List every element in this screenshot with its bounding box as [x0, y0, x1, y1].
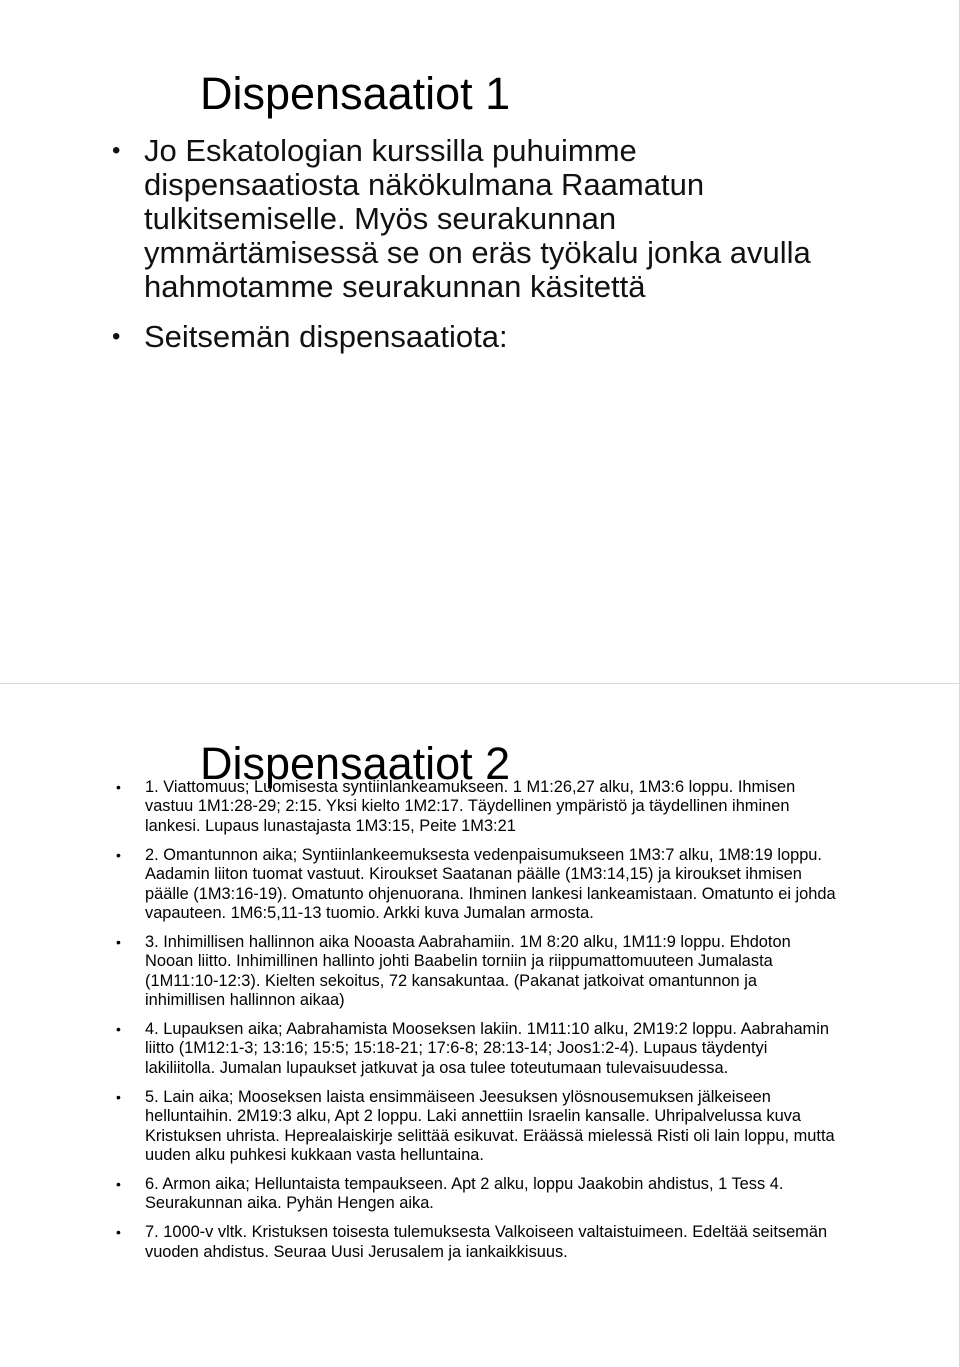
bullet-item: [112, 320, 832, 354]
bullet-icon: •: [116, 1020, 121, 1037]
bullet-item: [116, 933, 836, 1011]
bullet-item: [116, 778, 836, 836]
bullet-text: 4. Lupauksen aika; Aabrahamista Mooseksen lakiin. 1M11:10 alku, 2M19:2 loppu. Aabrahamin liitto (1M12:1-3; 13:16; 15:5; 15:18-21; 17:6-8; 28:13-14; Joos1:2-4). Lupaus täydentyi lakiliitolla. Jumalan lupaukset jatkuvat ja osa tulee toteutumaan tulevaisuudessa.: [145, 1019, 829, 1077]
bullet-icon: •: [116, 846, 121, 863]
bullet-icon: •: [116, 1224, 121, 1241]
bullet-text: 2. Omantunnon aika; Syntiinlankeemuksesta vedenpaisumukseen 1M3:7 alku, 1M8:19 loppu. Aadamin liiton tuomat vastuut. Kiroukset Saatanan päälle (1M3:14,15) ja kiroukset ihmisen päälle (1M3:16-19). Omatunto ohjenuorana. Ihminen lankesi lankeamistaan. Omatunto ei johda vapauteen. 1M6:5,11-13 tuomio. Arkki kuva Jumalan armosta.: [145, 845, 836, 922]
bullet-item: [116, 1088, 836, 1166]
bullet-icon: •: [116, 933, 121, 950]
bullet-item: [116, 1020, 836, 1078]
slide-1-bullet-list: [112, 134, 832, 370]
bullet-text: 6. Armon aika; Helluntaista tempaukseen. Apt 2 alku, loppu Jaakobin ahdistus, 1 Tess 4. Seurakunnan aika. Pyhän Hengen aika.: [145, 1174, 784, 1213]
bullet-item: [112, 134, 832, 304]
bullet-text: 1. Viattomuus; Luomisesta syntiinlankeamukseen. 1 M1:26,27 alku, 1M3:6 loppu. Ihmisen vastuu 1M1:28-29; 2:15. Yksi kielto 1M2:17. Täydellinen ympäristö ja täydellinen ihminen lankesi. Lupaus lunastajasta 1M3:15, Peite 1M3:21: [145, 778, 796, 835]
bullet-text: 3. Inhimillisen hallinnon aika Nooasta Aabrahamiin. 1M 8:20 alku, 1M11:9 loppu. Ehdoton Nooan liitto. Inhimillinen hallinto johti Baabelin torniin ja riippumattomuuteen Jumalasta (1M11:10-12:3). Kielten sekoitus, 72 kansakuntaa. (Pakanat jatkoivat omantunnon ja inhimillisen hallinnon aikaa): [145, 932, 791, 1010]
bullet-icon: •: [112, 323, 121, 350]
bullet-text: 5. Lain aika; Mooseksen laista ensimmäiseen Jeesuksen ylösnousemuksen jälkeiseen helluntaihin. 2M19:3 alku, Apt 2 loppu. Laki annettiin Israelin kansalle. Uhripalvelussa kuva Kristuksen uhrista. Heprealaiskirje selittää esikuvat. Eräässä mielessä Risti oli lain loppu, mutta uuden alku puhkesi kukkaan vasta helluntaina.: [145, 1087, 835, 1164]
bullet-text: 7. 1000-v vltk. Kristuksen toisesta tulemuksesta Valkoiseen valtaistuimeen. Edeltää seitsemän vuoden ahdistus. Seuraa Uusi Jerusalem ja iankaikkisuus.: [145, 1223, 828, 1261]
bullet-icon: •: [116, 779, 121, 795]
bullet-icon: •: [116, 1088, 121, 1105]
bullet-icon: •: [116, 1175, 121, 1192]
slide-2-bullet-list: [116, 778, 836, 1271]
bullet-item: [116, 846, 836, 924]
slide-1-title: Dispensaatiot 1: [200, 68, 511, 119]
bullet-icon: •: [112, 137, 121, 164]
bullet-item: [116, 1175, 836, 1214]
slide-2-title: Dispensaatiot 2: [200, 738, 511, 789]
slide-2: [0, 684, 960, 1367]
bullet-text: Jo Eskatologian kurssilla puhuimme dispensaatiosta näkökulmana Raamatun tulkitsemiselle. Myös seurakunnan ymmärtämisessä se on eräs työkalu jonka avulla hahmotamme seurakunnan käsitettä: [144, 133, 811, 304]
bullet-item: [116, 1223, 836, 1262]
bullet-text: Seitsemän dispensaatiota:: [144, 319, 508, 354]
